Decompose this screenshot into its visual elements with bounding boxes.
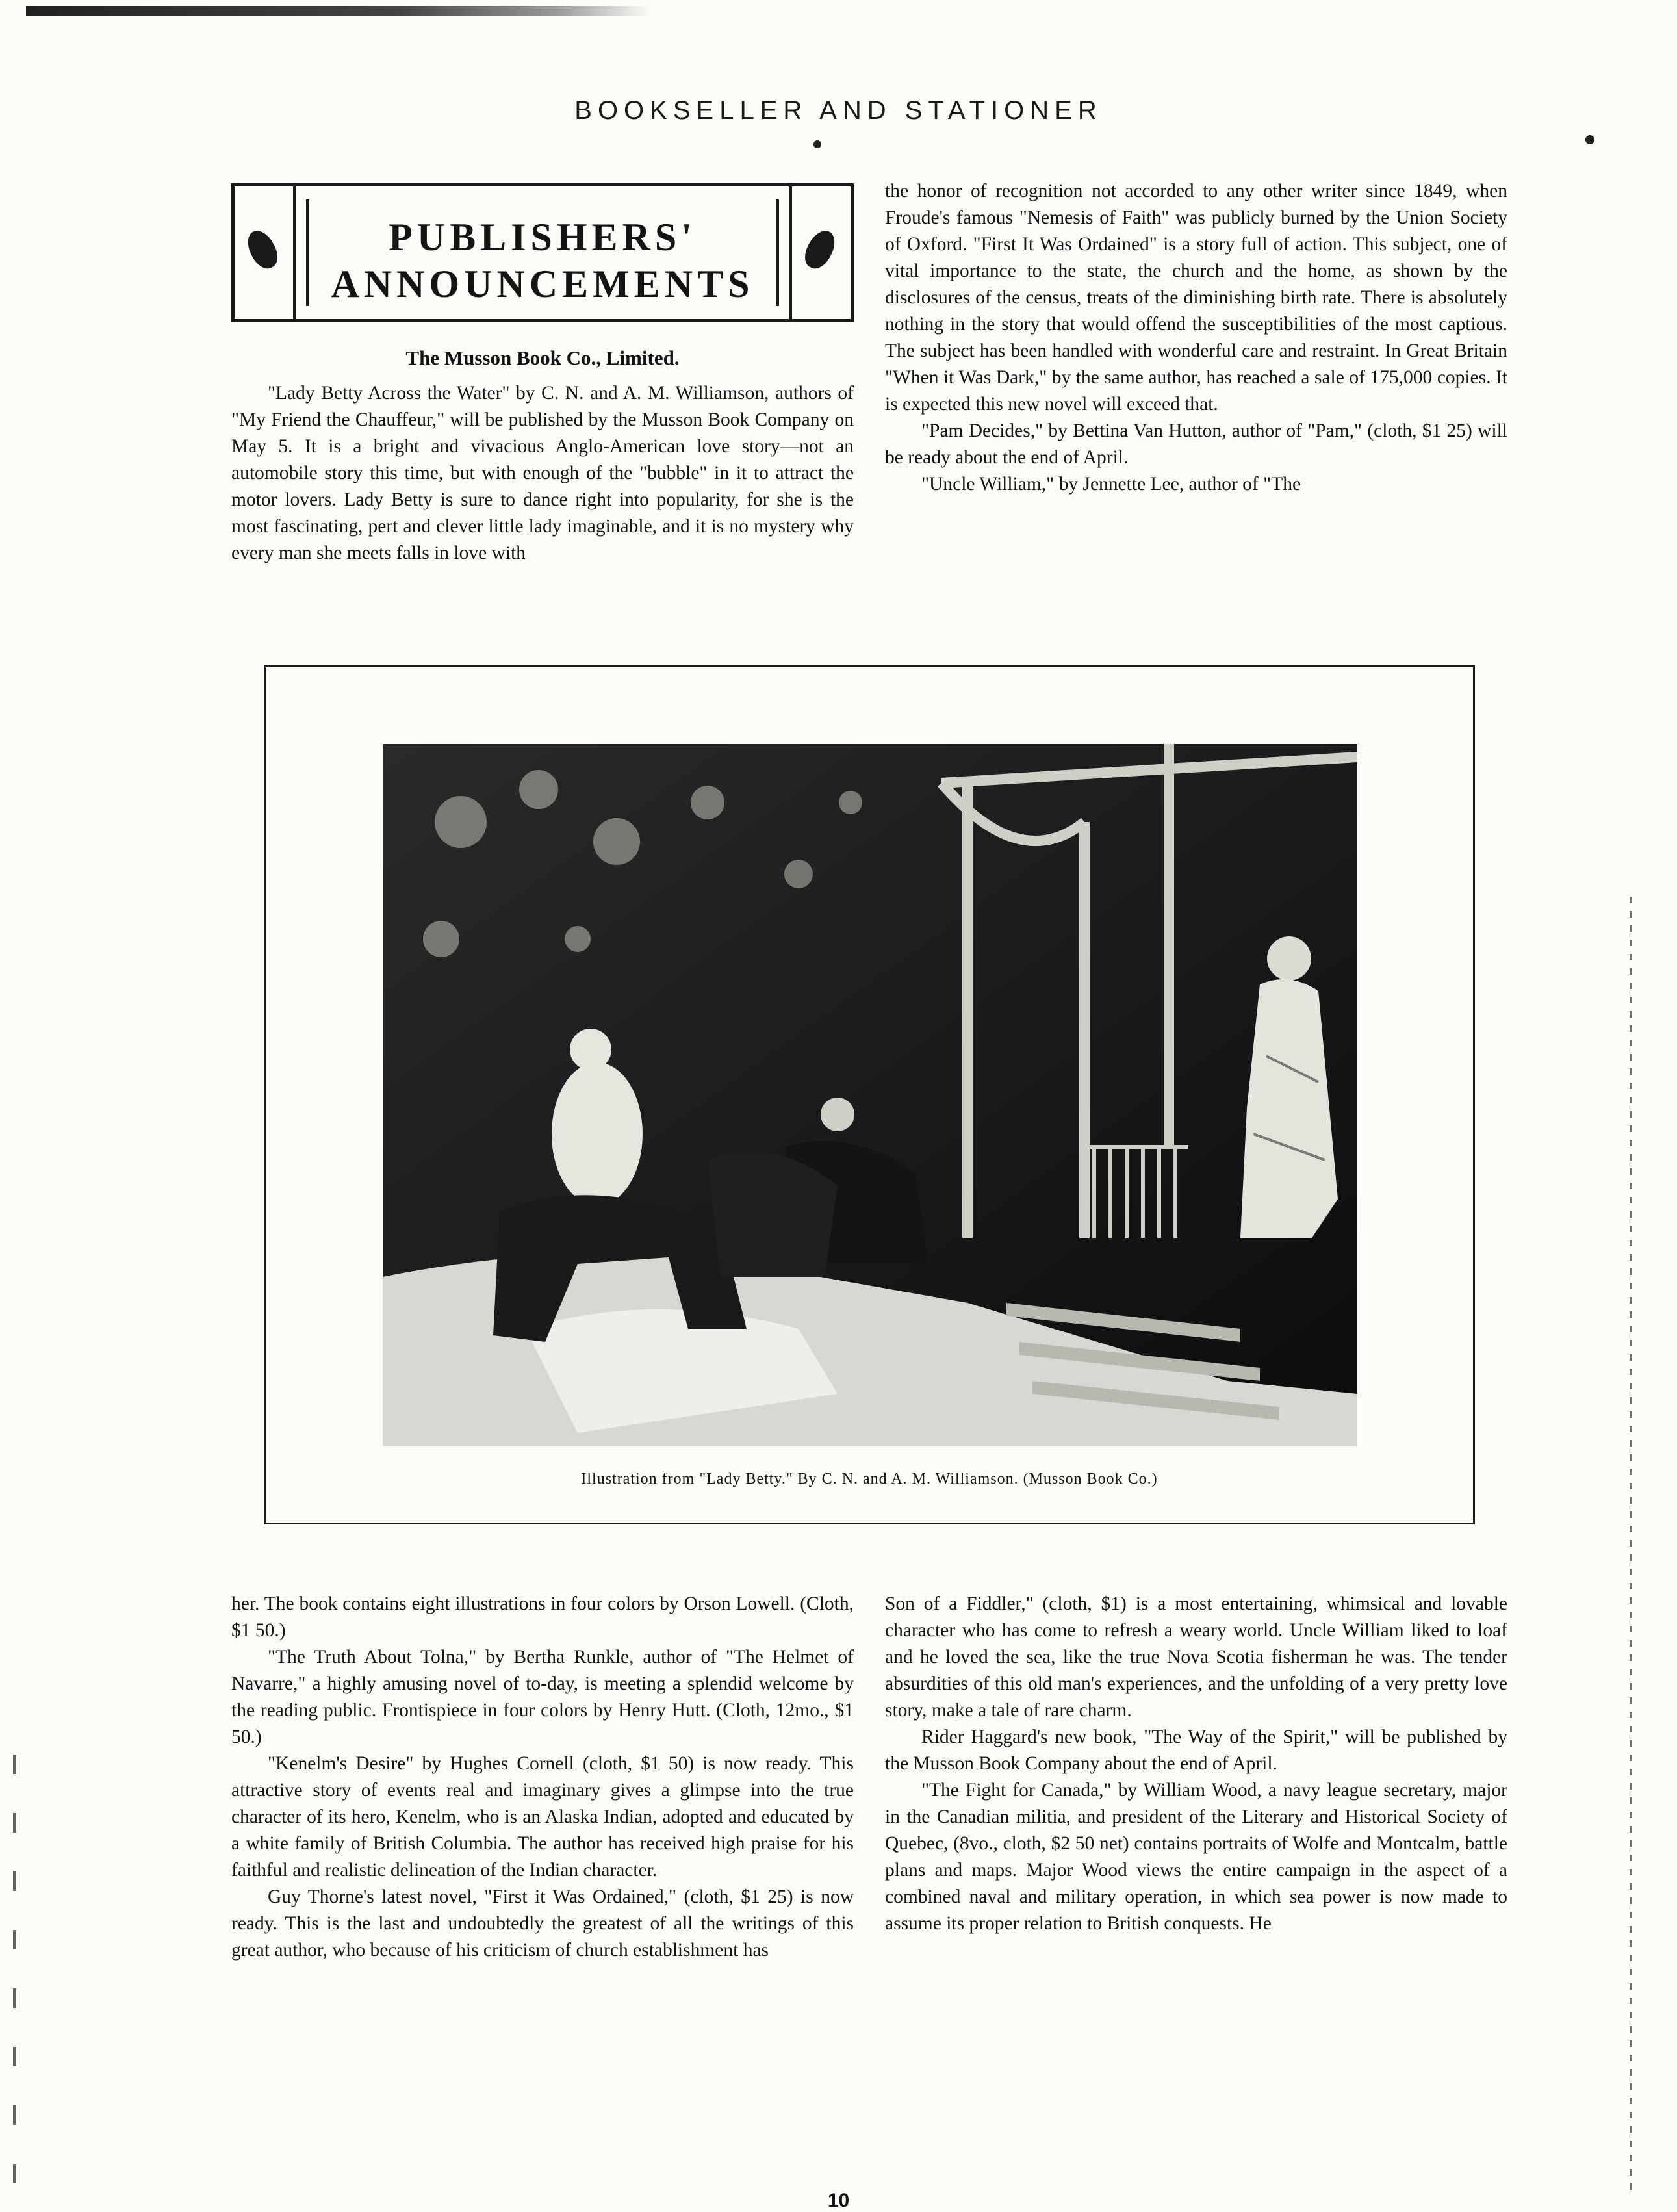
ink-dot [813, 140, 821, 148]
column-2 [885, 178, 1507, 498]
paragraph: "Lady Betty Across the Water" by C. N. and A. M. Williamson, authors of "My Friend the Chauffeur," will be published by the Musson Book Company on May 5. It is a bright and vivacious Anglo-American love story—not an automobile story this time, but with enough of the "bubble" in it to attract the motor lovers. Lady Betty is sure to dance right into popularity, for she is the most fascinating, pert and clever little lady imaginable, and it is no mystery why every man she meets falls in love with [231, 383, 854, 563]
banner-left-panel [235, 186, 296, 319]
banner-title-box [306, 199, 779, 306]
paragraph: "Pam Decides," by Bettina Van Hutton, author of "Pam," (cloth, $1 25) will be ready about the end of April. [885, 420, 1507, 468]
illustration-plate [264, 665, 1475, 1524]
column-3 [231, 1591, 854, 1964]
publisher-heading: The Musson Book Co., Limited. [405, 346, 680, 369]
scan-edge-marks [13, 1755, 16, 2209]
illustration-image [383, 744, 1357, 1446]
banner-title-line2: ANNOUNCEMENTS [331, 263, 754, 305]
paragraph: her. The book contains eight illustrations in four colors by Orson Lowell. (Cloth, $1 50.) [231, 1593, 854, 1641]
paragraph: "Kenelm's Desire" by Hughes Cornell (cloth, $1 50) is now ready. This attractive story of events real and imaginary gives a glimpse into the true character of its hero, Kenelm, who is an Alaska Indian, adopted and educated by a white family of British Columbia. The author has received high praise for his faithful and realistic delineation of the Indian character. [231, 1753, 854, 1881]
ink-dot [1585, 135, 1594, 144]
paragraph: "The Fight for Canada," by William Wood, a navy league secretary, major in the Canadian militia, and president of the Literary and Historical Society of Quebec, (8vo., cloth, $2 50 net) contains portraits of Wolfe and Montcalm, battle plans and maps. Major Wood views the entire campaign in the aspect of a combined naval and military operation, in which sea power is now made to assume its proper relation to British conquests. He [885, 1780, 1507, 1934]
column-4 [885, 1591, 1507, 1937]
illustration-caption: Illustration from "Lady Betty." By C. N. and A. M. Williamson. (Musson Book Co.) [581, 1471, 1158, 1487]
page-number: 10 [827, 2190, 850, 2211]
running-head: BOOKSELLER AND STATIONER [574, 96, 1103, 125]
leaf-ornament-icon [800, 226, 841, 274]
banner-right-panel [789, 186, 851, 319]
scan-edge-bar [26, 6, 650, 16]
banner-title-line1: PUBLISHERS' [389, 216, 697, 259]
scan-edge-marks [1630, 897, 1632, 2196]
paragraph: "The Truth About Tolna," by Bertha Runkle, author of "The Helmet of Navarre," a highly amusing novel of to-day, is meeting a splendid welcome by the reading public. Frontispiece in four colors by Henry Hutt. (Cloth, 12mo., $1 50.) [231, 1647, 854, 1747]
column-1 [231, 344, 854, 567]
paragraph: "Uncle William," by Jennette Lee, author of "The [921, 474, 1301, 495]
leaf-ornament-icon [242, 226, 283, 274]
section-banner [231, 183, 854, 322]
paragraph: Rider Haggard's new book, "The Way of the Spirit," will be published by the Musson Book Company about the end of April. [885, 1727, 1507, 1774]
paragraph: Son of a Fiddler," (cloth, $1) is a most entertaining, whimsical and lovable character who has come to refresh a weary world. Uncle William liked to loaf and he loved the sea, like the true Nova Scotia fisherman he was. The tender absurdities of this old man's experiences, and the unfolding of a very pretty love story, make a tale of rare charm. [885, 1593, 1507, 1721]
paragraph: Guy Thorne's latest novel, "First it Was Ordained," (cloth, $1 25) is now ready. This is the last and undoubtedly the greatest of all the writings of this great author, who because of his criticism of church establishment has [231, 1886, 854, 1961]
paragraph: the honor of recognition not accorded to any other writer since 1849, when Froude's famous "Nemesis of Faith" was publicly burned by the Union Society of Oxford. "First It Was Ordained" is a story full of action. This subject, one of vital importance to the state, the church and the home, as shown by the disclosures of the census, treats of the diminishing birth rate. There is absolutely nothing in the story that would offend the susceptibilities of the most captious. The subject has been handled with wonderful care and restraint. In Great Britain "When it Was Dark," by the same author, has reached a sale of 175,000 copies. It is expected this new novel will exceed that. [885, 181, 1507, 415]
